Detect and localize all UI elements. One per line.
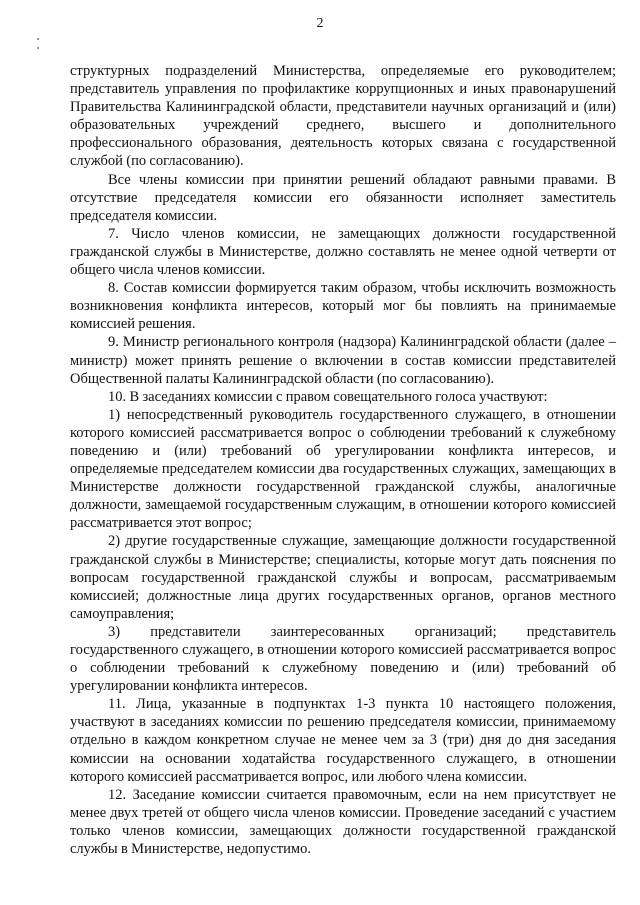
paragraph-continuation: структурных подразделений Министерства, определяемые его руководителем; представитель управления по профилактике коррупционных и иных правонарушений Правительства Калининградской области, представители научных организаций и (или) образовательных учреждений среднего, высшего и дополнительного профессионального образования, деятельность которых связана с государственной службой (по согласованию). bbox=[70, 63, 616, 170]
subparagraph-10-3: 3) представители заинтересованных организаций; представитель государственного служащего, в отношении которого комиссией рассматривается вопрос о соблюдении требований к служебному поведению и (или) требований об урегулировании конфликта интересов. bbox=[70, 623, 616, 695]
paragraph-10: 10. В заседаниях комиссии с правом совещательного голоса участвуют: bbox=[108, 388, 548, 405]
scan-speck bbox=[37, 47, 39, 49]
page-number: 2 bbox=[316, 16, 324, 31]
subparagraph-10-2: 2) другие государственные служащие, замещающие должности государственной гражданской службы в Министерстве; специалисты, которые могут дать пояснения по вопросам государственной гражданской службы и вопросам, рассматриваемым комиссией; должностные лица других государственных органов, органов местного самоуправления; bbox=[70, 533, 616, 622]
scan-speck bbox=[37, 38, 39, 40]
paragraph-equal-rights: Все члены комиссии при принятии решений обладают равными правами. В отсутствие председателя комиссии его обязанности исполняет заместитель председателя комиссии. bbox=[70, 171, 616, 224]
paragraph-8: 8. Состав комиссии формируется таким образом, чтобы исключить возможность возникновения конфликта интересов, который мог бы повлиять на принимаемые комиссией решения. bbox=[70, 280, 616, 333]
paragraph-9: 9. Министр регионального контроля (надзора) Калининградской области (далее – министр) может принять решение о включении в состав комиссии представителей Общественной палаты Калининградской области (по согласованию). bbox=[70, 334, 616, 387]
paragraph-12: 12. Заседание комиссии считается правомочным, если на нем присутствует не менее двух третей от общего числа членов комиссии. Проведение заседаний с участием только членов комиссии, замещающих должности государственной гражданской службы в Министерстве, недопустимо. bbox=[70, 786, 616, 858]
subparagraph-10-1: 1) непосредственный руководитель государственного служащего, в отношении которого комиссией рассматривается вопрос о соблюдении требований к служебному поведению и (или) требований об урегулировании конфликта интересов, и определяемые председателем комиссии два государственных служащих, замещающих в Министерстве должности государственной гражданской службы, аналогичные должности, замещаемой государственным служащим, в отношении которого комиссией рассматривается этот вопрос; bbox=[70, 406, 616, 532]
paragraph-11: 11. Лица, указанные в подпунктах 1-3 пункта 10 настоящего положения, участвуют в заседаниях комиссии по решению председателя комиссии, принимаемому отдельно в каждом конкретном случае не менее чем за 3 (три) дня до дня заседания комиссии на основании ходатайства государственного служащего, в отношении которого комиссией рассматривается вопрос, или любого члена комиссии. bbox=[70, 696, 616, 785]
paragraph-7: 7. Число членов комиссии, не замещающих должности государственной гражданской службы в Министерстве, должно составлять не менее одной четверти от общего числа членов комиссии. bbox=[70, 225, 616, 279]
document-body bbox=[70, 62, 616, 858]
